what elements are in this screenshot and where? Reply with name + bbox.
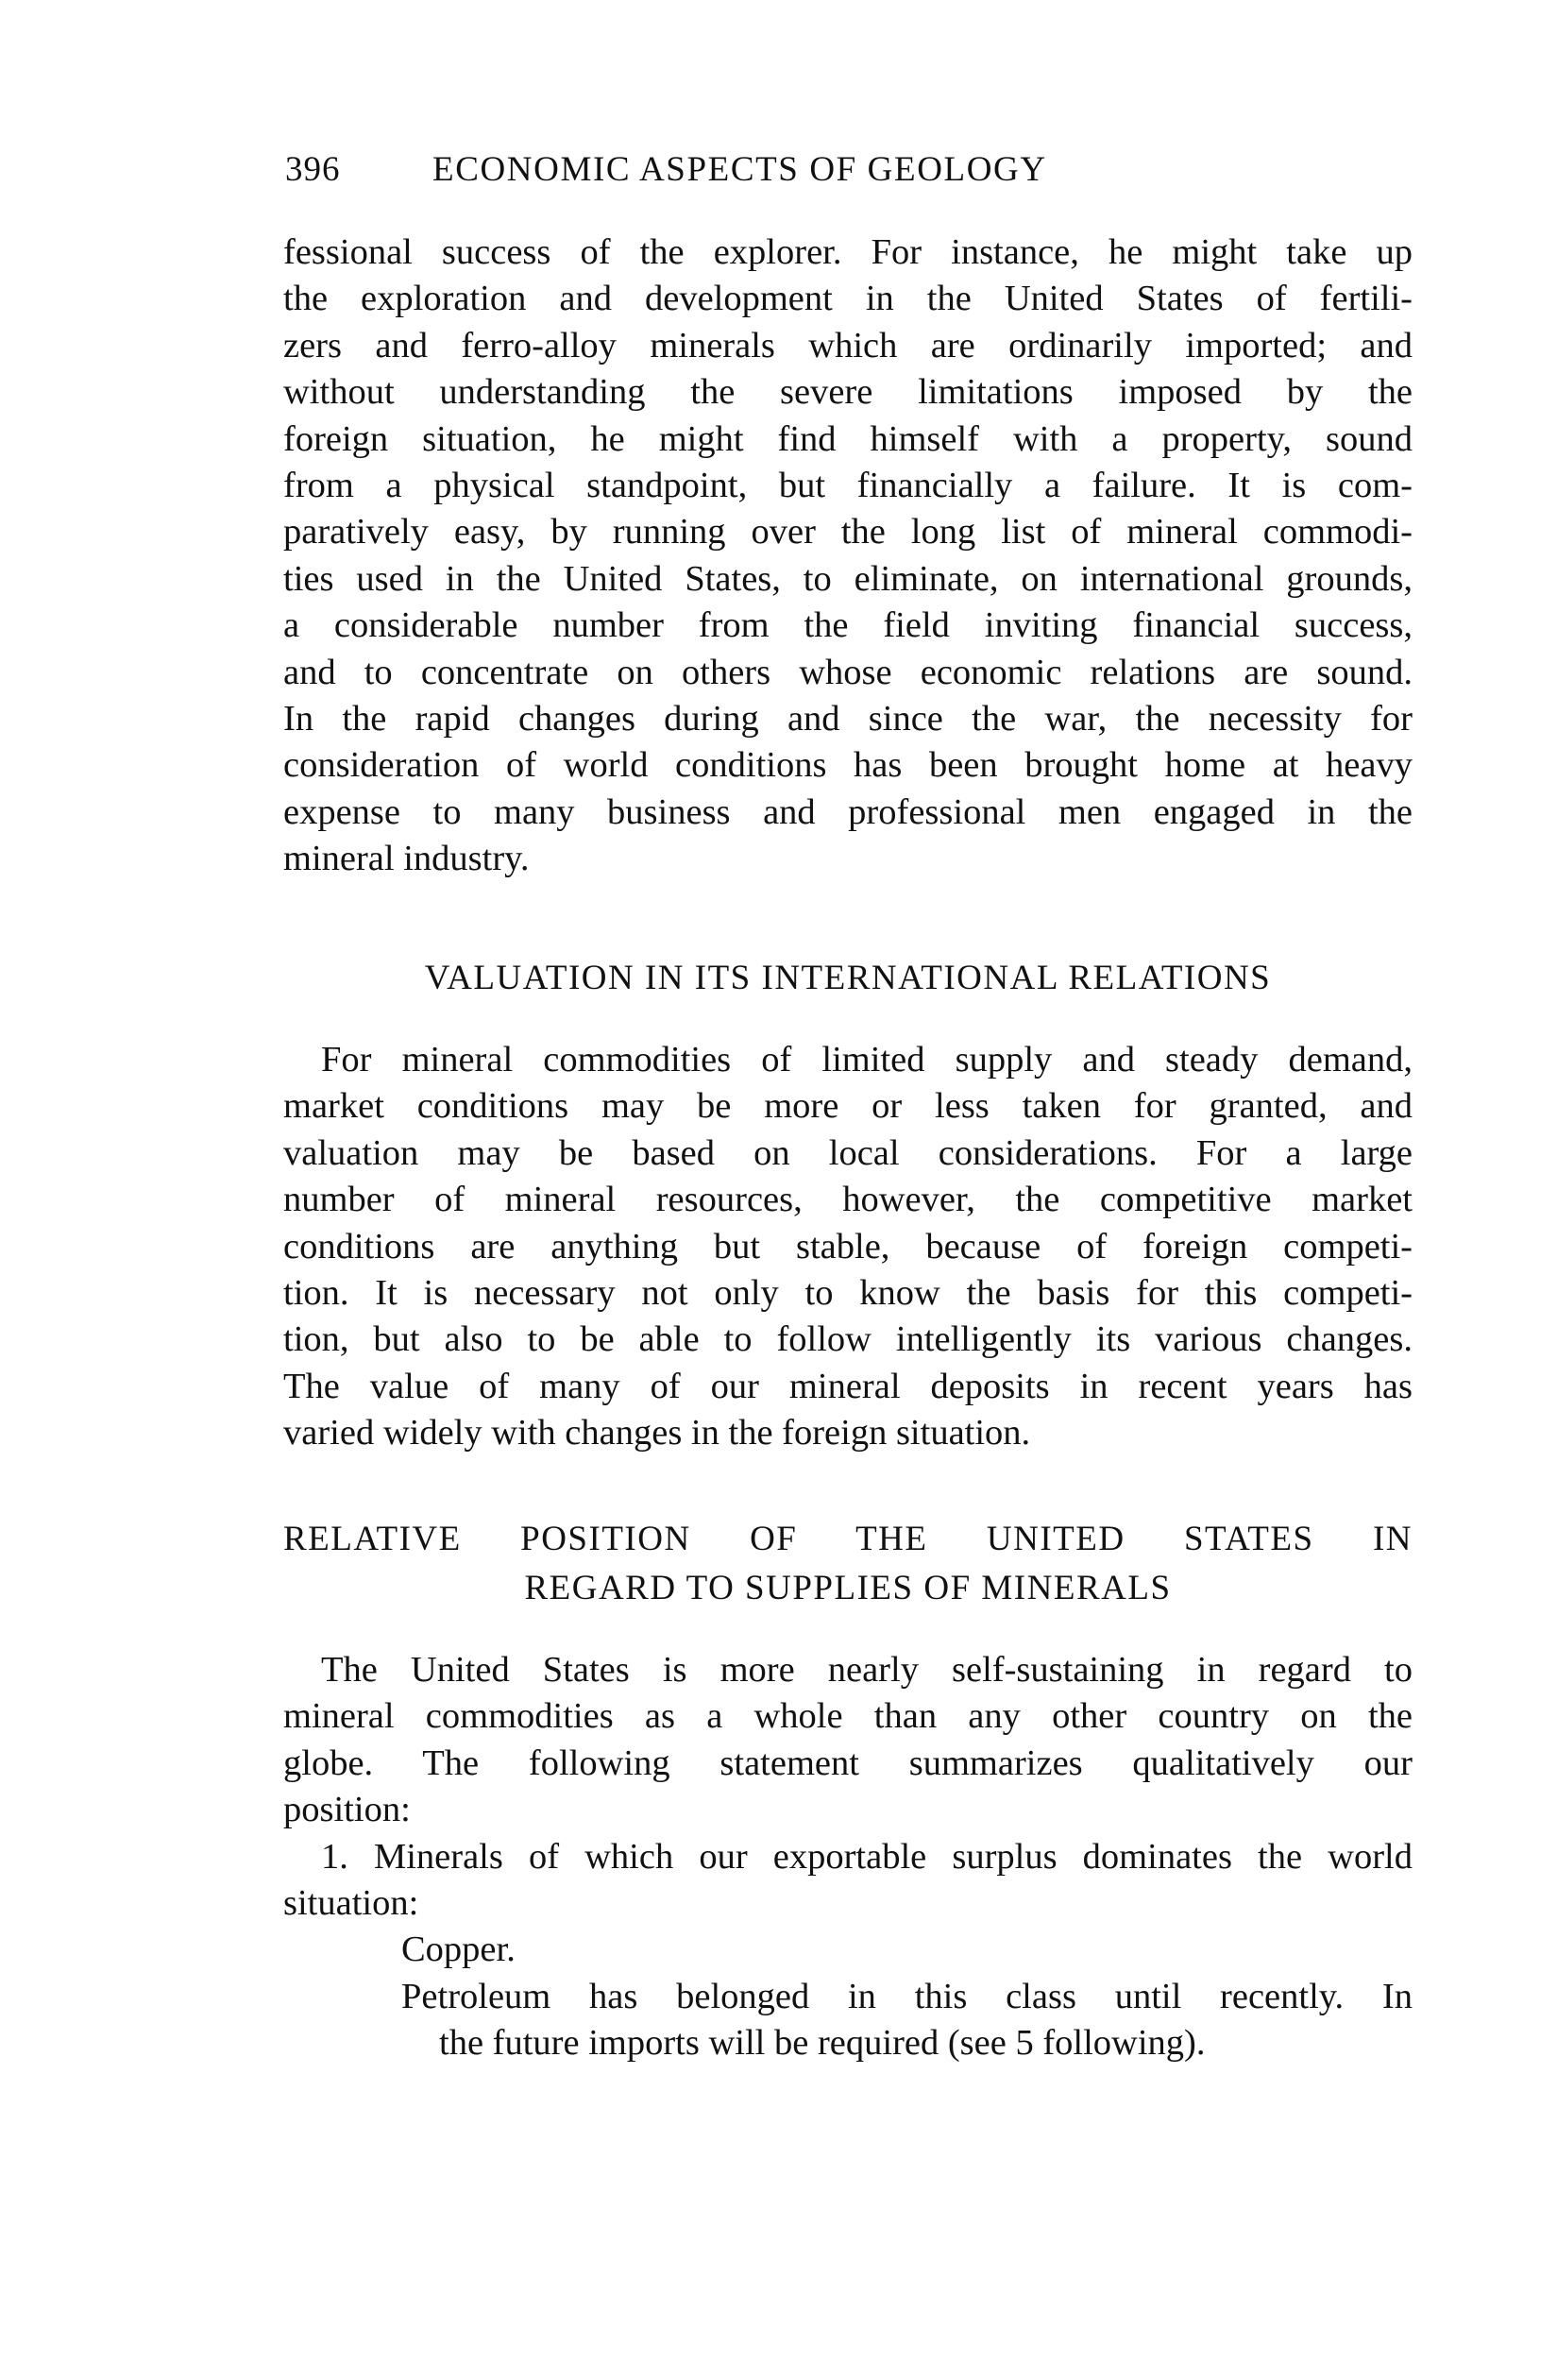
text-line: paratively easy, by running over the long list of mineral commodi- bbox=[283, 512, 1413, 552]
list-entry-petroleum: Petroleum has belonged in this class until recently. In bbox=[401, 1976, 1413, 2016]
text-line: position: bbox=[283, 1790, 411, 1830]
text-line: and to concentrate on others whose economic relations are sound. bbox=[283, 652, 1413, 692]
text-line: a considerable number from the field inviting financial success, bbox=[283, 605, 1413, 646]
page-number: 396 bbox=[285, 150, 341, 189]
list-item-text: 1. Minerals of which our exportable surplus dominates the world bbox=[321, 1836, 1413, 1877]
text-line: ties used in the United States, to eliminate, on international grounds, bbox=[283, 558, 1413, 599]
numbered-list bbox=[283, 1834, 1413, 2067]
text-line: expense to many business and professional men engaged in the bbox=[283, 791, 1413, 832]
text-line: market conditions may be more or less taken for granted, and bbox=[283, 1086, 1413, 1127]
text-line: The value of many of our mineral deposits in recent years has bbox=[283, 1366, 1413, 1406]
text-line: number of mineral resources, however, the competitive market bbox=[283, 1180, 1413, 1220]
text-line: mineral industry. bbox=[283, 839, 530, 879]
list-entry-copper: Copper. bbox=[401, 1930, 516, 1970]
running-title: ECONOMIC ASPECTS OF GEOLOGY bbox=[432, 150, 1047, 189]
section-heading: VALUATION IN ITS INTERNATIONAL RELATIONS bbox=[424, 959, 1272, 997]
text-line: conditions are anything but stable, because of foreign competi- bbox=[283, 1226, 1413, 1266]
text-line: For mineral commodities of limited supply and steady demand, bbox=[321, 1040, 1413, 1080]
text-line: tion, but also to be able to follow intelligently its various changes. bbox=[283, 1319, 1413, 1360]
text-line: foreign situation, he might find himself with a property, sound bbox=[283, 418, 1413, 459]
running-head bbox=[283, 149, 1413, 196]
list-entry-petroleum-cont: the future imports will be required (see 5 following). bbox=[439, 2023, 1206, 2064]
text-line: In the rapid changes during and since the war, the necessity for bbox=[283, 698, 1413, 739]
text-line: zers and ferro-alloy minerals which are ordinarily imported; and bbox=[283, 325, 1413, 366]
valuation-paragraph bbox=[283, 1037, 1413, 1457]
list-item-1 bbox=[283, 1834, 1413, 2067]
text-line: globe. The following statement summarizes qualitatively our bbox=[283, 1742, 1413, 1783]
list-item-text: situation: bbox=[283, 1882, 419, 1923]
relative-position-paragraph bbox=[283, 1647, 1413, 2067]
text-line: The United States is more nearly self-sustaining in regard to bbox=[321, 1650, 1413, 1690]
text-line: varied widely with changes in the foreign situation. bbox=[283, 1413, 1031, 1454]
text-line: from a physical standpoint, but financially a failure. It is com- bbox=[283, 465, 1413, 505]
text-line: valuation may be based on local considerations. For a large bbox=[283, 1132, 1413, 1173]
text-line: tion. It is necessary not only to know the basis for this competi- bbox=[283, 1272, 1413, 1313]
text-line: without understanding the severe limitations imposed by the bbox=[283, 372, 1413, 413]
section-valuation bbox=[283, 954, 1413, 1003]
section-relative-position bbox=[283, 1515, 1413, 1613]
text-line: consideration of world conditions has been brought home at heavy bbox=[283, 745, 1413, 786]
section-heading-line-1: RELATIVE POSITION OF THE UNITED STATES IN bbox=[283, 1520, 1413, 1558]
text-line: the exploration and development in the United States of fertili- bbox=[283, 279, 1413, 319]
text-line: fessional success of the explorer. For instance, he might take up bbox=[283, 232, 1413, 272]
intro-paragraph bbox=[283, 230, 1413, 882]
section-heading-line-2: REGARD TO SUPPLIES OF MINERALS bbox=[524, 1569, 1172, 1607]
text-line: mineral commodities as a whole than any other country on the bbox=[283, 1696, 1413, 1737]
